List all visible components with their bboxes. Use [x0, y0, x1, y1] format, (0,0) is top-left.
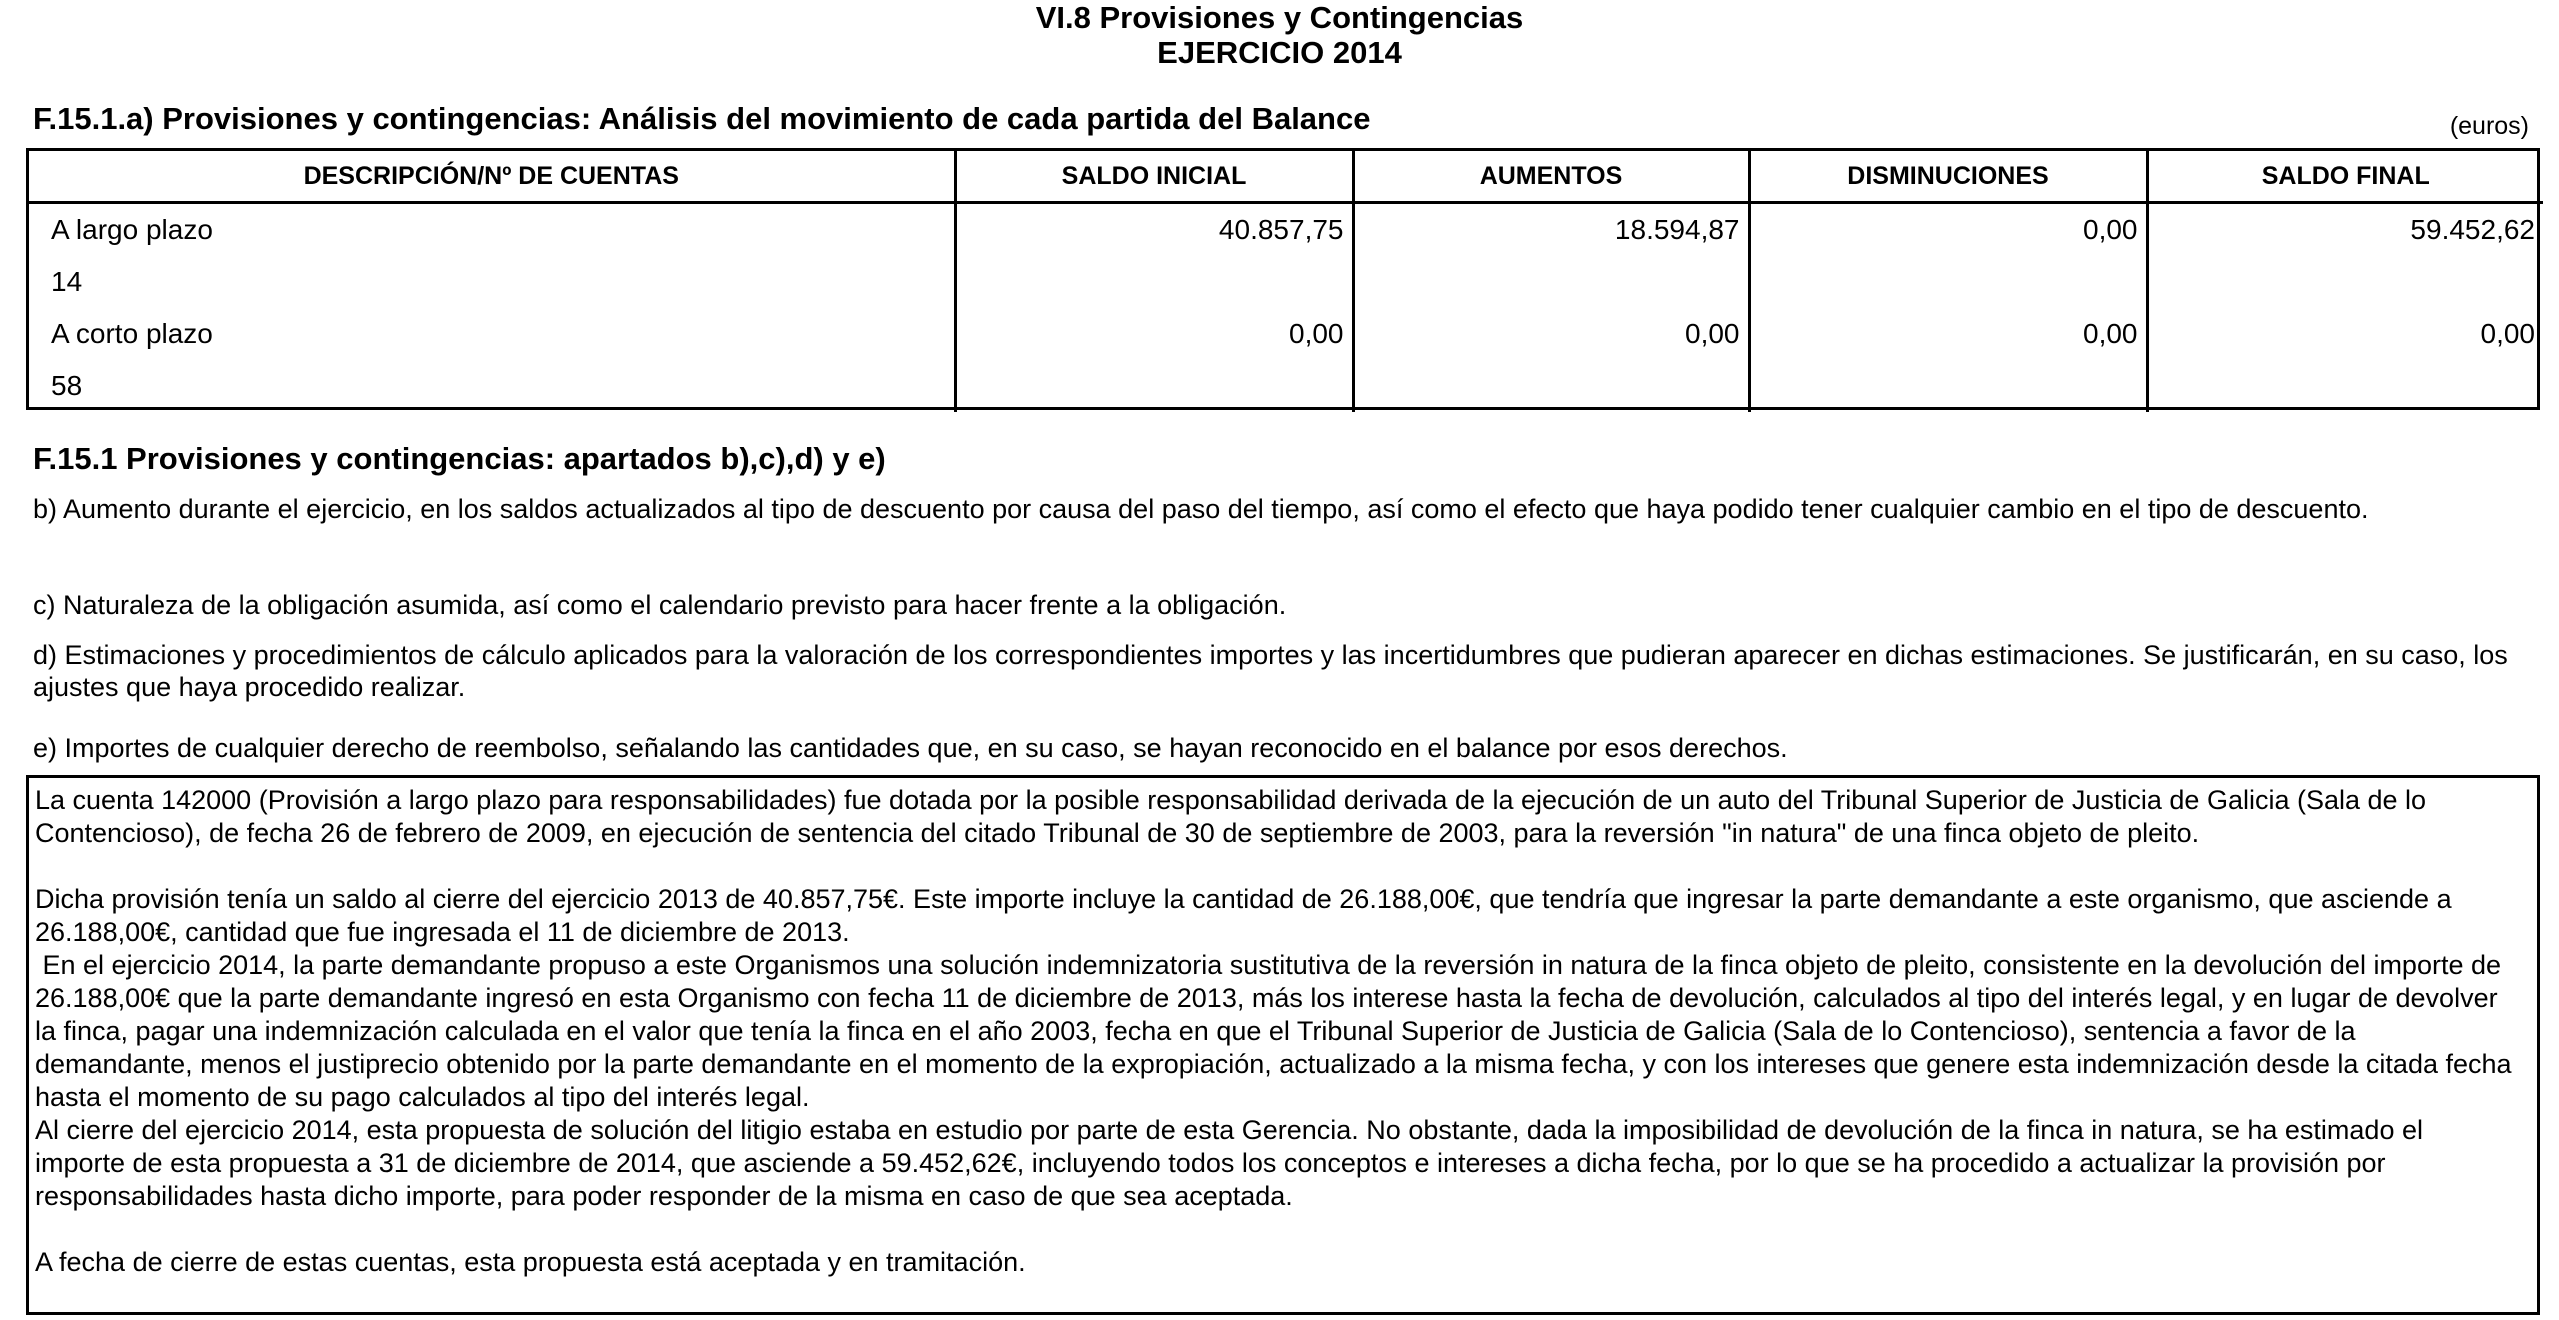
cell-saldo-inicial: 0,00 — [955, 308, 1353, 360]
cell-saldo-final — [2147, 360, 2543, 412]
table-row — [29, 308, 2543, 360]
cell-aumentos: 0,00 — [1353, 308, 1749, 360]
table-row — [29, 256, 2543, 308]
page-title: VI.8 Provisiones y Contingencias — [1035, 0, 1524, 35]
cell-disminuciones: 0,00 — [1749, 203, 2147, 257]
column-header-saldo-final: SALDO FINAL — [2147, 151, 2543, 203]
item-e-text: e) Importes de cualquier derecho de reembolso, señalando las cantidades que, en su caso, se hayan reconocido en el balance por esos derechos. — [33, 733, 1788, 763]
notes-box — [26, 775, 2540, 1315]
movement-table — [26, 148, 2540, 410]
cell-saldo-inicial — [955, 360, 1353, 412]
page-subtitle: EJERCICIO 2014 — [1157, 35, 1402, 70]
cell-disminuciones: 0,00 — [1749, 308, 2147, 360]
notes-paragraph-5: A fecha de cierre de estas cuentas, esta propuesta está aceptada y en tramitación. — [35, 1247, 1026, 1277]
section-a-title: F.15.1.a) Provisiones y contingencias: Análisis del movimiento de cada partida del Balance — [33, 101, 1371, 136]
cell-description: 58 — [51, 370, 83, 401]
section-b-title: F.15.1 Provisiones y contingencias: apartados b),c),d) y e) — [33, 441, 886, 476]
cell-saldo-inicial: 40.857,75 — [955, 203, 1353, 257]
column-header-description: DESCRIPCIÓN/Nº DE CUENTAS — [29, 151, 955, 203]
notes-paragraph-4: Al cierre del ejercicio 2014, esta propuesta de solución del litigio estaba en estudio por parte de esta Gerencia. No obstante, dada la imposibilidad de devolución de la finca in natura, se ha estimado el importe de esta propuesta a 31 de diciembre de 2014, que asciende a 59.452,62€, incluyendo todos los conceptos e intereses a dicha fecha, por lo que se ha procedido a actualizar la provisión por responsabilidades hasta dicho importe, para poder responder de la misma en caso de que sea aceptada. — [35, 1115, 2423, 1211]
cell-description: 14 — [51, 266, 83, 297]
cell-aumentos — [1353, 360, 1749, 412]
column-header-aumentos: AUMENTOS — [1353, 151, 1749, 203]
cell-description: A largo plazo — [51, 214, 213, 245]
table-row — [29, 360, 2543, 412]
cell-saldo-final: 59.452,62 — [2147, 203, 2543, 257]
cell-aumentos — [1353, 256, 1749, 308]
notes-paragraph-2: Dicha provisión tenía un saldo al cierre del ejercicio 2013 de 40.857,75€. Este importe incluye la cantidad de 26.188,00€, que tendría que ingresar la parte demandante a este organismo, que asciende a 26.188,00€, cantidad que fue ingresada el 11 de diciembre de 2013. — [35, 884, 2452, 947]
cell-aumentos: 18.594,87 — [1353, 203, 1749, 257]
column-header-saldo-inicial: SALDO INICIAL — [955, 151, 1353, 203]
cell-disminuciones — [1749, 360, 2147, 412]
notes-paragraph-3: En el ejercicio 2014, la parte demandante propuso a este Organismos una solución indemnizatoria sustitutiva de la reversión in natura de la finca objeto de pleito, consistente en la devolución del importe de 26.188,00€ que la parte demandante ingresó en esta Organismo con fecha 11 de diciembre de 2013, más los interese hasta la fecha de devolución, calculados al tipo del interés legal, y en lugar de devolver la finca, pagar una indemnización calculada en el valor que tenía la finca en el año 2003, fecha en que el Tribunal Superior de Justicia de Galicia (Sala de lo Contencioso), sentencia a favor de la demandante, menos el justiprecio obtenido por la parte demandante en el momento de la expropiación, actualizado a la misma fecha, y con los intereses que genere esta indemnización desde la citada fecha hasta el momento de su pago calculados al tipo del interés legal. — [35, 950, 2520, 1112]
item-b-text: b) Aumento durante el ejercicio, en los saldos actualizados al tipo de descuento por causa del paso del tiempo, así como el efecto que haya podido tener cualquier cambio en el tipo de descuento. — [33, 494, 2369, 524]
notes-paragraph-1: La cuenta 142000 (Provisión a largo plazo para responsabilidades) fue dotada por la posible responsabilidad derivada de la ejecución de un auto del Tribunal Superior de Justicia de Galicia (Sala de lo Contencioso), de fecha 26 de febrero de 2009, en ejecución de sentencia del citado Tribunal de 30 de septiembre de 2003, para la reversión "in natura" de una finca objeto de pleito. — [35, 785, 2427, 848]
cell-saldo-inicial — [955, 256, 1353, 308]
table-header-row — [29, 151, 2543, 203]
cell-disminuciones — [1749, 256, 2147, 308]
units-label: (euros) — [2449, 112, 2529, 140]
column-header-disminuciones: DISMINUCIONES — [1749, 151, 2147, 203]
item-d-text: d) Estimaciones y procedimientos de cálculo aplicados para la valoración de los correspondientes importes y las incertidumbres que pudieran aparecer en dichas estimaciones. Se justificarán, en su caso, los ajustes que haya procedido realizar. — [33, 640, 2508, 702]
cell-description: A corto plazo — [51, 318, 213, 349]
table-row — [29, 203, 2543, 257]
cell-saldo-final — [2147, 256, 2543, 308]
cell-saldo-final: 0,00 — [2147, 308, 2543, 360]
item-c-text: c) Naturaleza de la obligación asumida, así como el calendario previsto para hacer frente a la obligación. — [33, 590, 1287, 620]
